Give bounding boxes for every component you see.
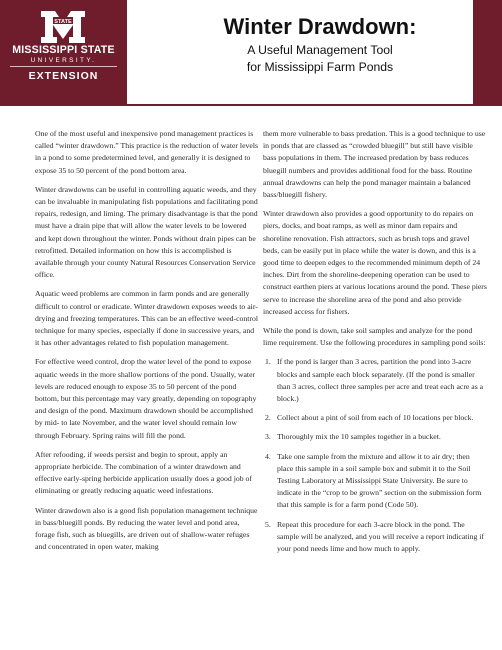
msu-m-emblem-icon: [39, 9, 87, 45]
step-text: Thoroughly mix the 10 samples together in a bucket.: [277, 432, 441, 442]
step-number: 2.: [265, 413, 271, 423]
paragraph: One of the most useful and inexpensive pond management practices is called “winter drawdown.” This practice is the reduction of water levels in a pond to some predetermined level, and generally it is designed to expose 35 to 50 percent of the pond bottom area.: [35, 129, 259, 175]
paragraph: them more vulnerable to bass predation. This is a good technique to use in ponds that are classed as “crowded bluegill” but still have visible bass populations in them. The increased predation by bass reduces bluegill numbers and provides additional food for the bass. Routine annual drawdowns can help the pond manager maintain a balanced bass/bluegill fishery.: [263, 129, 486, 200]
list-item: [263, 412, 487, 424]
logo-university: UNIVERSITY.: [30, 57, 97, 64]
paragraph: For effective weed control, drop the water level of the pond to expose aquatic weeds in the more shallow portions of the pond. Usually, water levels are reduced enough to expose 35 to 50 percent of the pond bottom, but this percentage may vary greatly, depending on topography and design of the pond. Maximum drawdown should be accomplished by mid- to late November, and the water level should remain low through February. Spring rains will fill the pond.: [35, 357, 257, 440]
paragraph: Winter drawdowns can be useful in controlling aquatic weeds, and they can be invaluable in manipulating fish populations and facilitating pond repairs, redesign, and liming. The primary disadvantage is that the pond must have a drain pipe that will allow the water levels to be lowered and kept down throughout the winter. Ponds without drain pipes can be retrofitted. Detailed information on how this is accomplished is available through your county Natural Resources Conservation Service office.: [35, 184, 258, 280]
msu-extension-logo[interactable]: [0, 0, 127, 104]
step-text: Take one sample from the mixture and allow it to air dry; then place this sample in a soil sample box and submit it to the Soil Testing Laboratory at Mississippi State University. Be sure to indicate in the “crop to be grown” section on the submission form that this sample is for a farm pond (Code 50).: [277, 451, 482, 510]
step-text: Repeat this procedure for each 3-acre block in the pond. The sample will be analyzed, and you will receive a report indicating if your pond needs lime and how much to apply.: [277, 519, 485, 554]
logo-extension: EXTENSION: [28, 70, 99, 82]
list-item: [263, 431, 487, 443]
paragraph: After refooding, if weeds persist and begin to sprout, apply an appropriate herbicide. The combination of a winter drawdown and effective early-spring herbicide application usually does a good job of eliminating or greatly reducing aquatic weed infestations.: [35, 449, 252, 496]
step-number: 3.: [265, 432, 271, 442]
subtitle-line-2: for Mississippi Farm Ponds: [246, 60, 394, 74]
logo-divider: [10, 66, 117, 67]
header-divider: [0, 104, 502, 106]
step-number: 4.: [265, 451, 271, 461]
right-column: [263, 128, 487, 562]
left-column: [35, 128, 259, 561]
soil-sampling-steps: [263, 356, 487, 555]
subtitle-line-1: A Useful Management Tool: [247, 43, 393, 57]
list-item: [263, 356, 487, 405]
header-accent-stripe: [473, 0, 502, 104]
paragraph: Aquatic weed problems are common in farm ponds and are generally difficult to control or eradicate. Winter drawdown exposes weeds to air-drying and freezing temperatures. This can be an effective weed-control technique for many species, especially if done in successive years, and it has other advantages related to fish population management.: [35, 289, 259, 348]
list-item: [263, 519, 487, 556]
logo-name: MISSISSIPPI STATE: [12, 44, 115, 56]
step-number: 1.: [265, 357, 271, 367]
step-text: If the pond is larger than 3 acres, partition the pond into 3-acre blocks and sample each block separately. (If the pond is smaller than 3 acres, collect three samples per acre and treat each acre as a block.): [277, 357, 484, 404]
paragraph: Winter drawdown also provides a good opportunity to do repairs on piers, docks, and boat ramps, as well as minor dam repairs and shoreline renovation. Fish attractors, such as brush tops and gravel beds, can be easily put in place while the water is down, and this is a good time to deepen edges to the recommended minimum depth of 24 inches. Dirt from the shoreline-deepening operation can be used to construct earthen piers at various locations around the pond. These piers serve to increase the shoreline area of the pond and also provide increased access for fishers.: [263, 209, 487, 316]
paragraph: While the pond is down, take soil samples and analyze for the pond lime requirement. Use the following procedures in sampling pond soils:: [263, 326, 486, 348]
list-item: [263, 451, 487, 512]
header: [0, 0, 502, 104]
page-subtitle: [200, 42, 440, 76]
logo-mark-text: STATE: [54, 18, 72, 25]
step-number: 5.: [265, 519, 271, 529]
step-text: Collect about a pint of soil from each of 10 locations per block.: [277, 413, 474, 423]
page-title: Winter Drawdown:: [223, 14, 417, 39]
paragraph: Winter drawdown also is a good fish population management technique in bass/bluegill ponds. By reducing the water level and pond area, forage fish, such as bluegills, are driven out of shallow-water refuges and concentrated in open water, making: [35, 505, 258, 552]
